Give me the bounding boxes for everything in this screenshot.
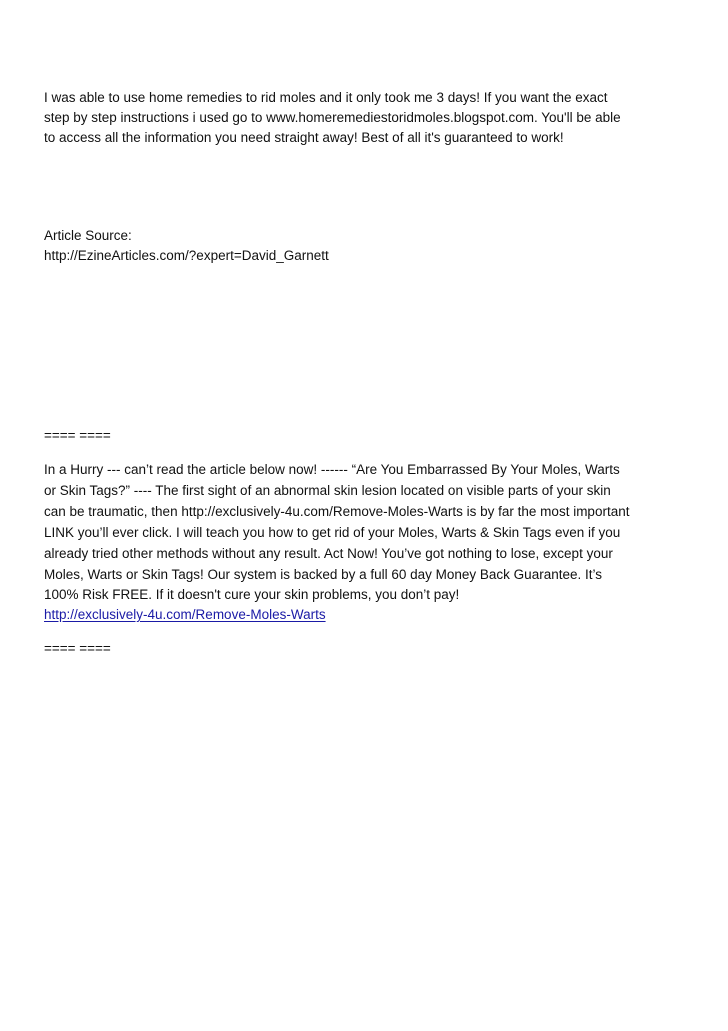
promo-line: 100% Risk FREE. If it doesn't cure your skin problems, you don’t pay! — [44, 587, 460, 602]
intro-line: I was able to use home remedies to rid moles and it only took me 3 days! If you want the exact — [44, 90, 608, 105]
intro-line: to access all the information you need straight away! Best of all it's guaranteed to work! — [44, 130, 564, 145]
promo-line: already tried other methods without any result. Act Now! You’ve got nothing to lose, except your — [44, 546, 613, 561]
divider-top: ==== ==== — [44, 428, 111, 443]
promo-line: Moles, Warts or Skin Tags! Our system is backed by a full 60 day Money Back Guarantee. It’s — [44, 567, 602, 582]
promo-line: can be traumatic, then http://exclusively-4u.com/Remove-Moles-Warts is by far the most important — [44, 504, 630, 519]
promo-line: In a Hurry --- can’t read the article below now! ------ “Are You Embarrassed By Your Moles, Warts — [44, 462, 620, 477]
article-source-label: Article Source: — [44, 228, 132, 243]
promo-line: LINK you’ll ever click. I will teach you how to get rid of your Moles, Warts & Skin Tags even if you — [44, 525, 621, 540]
intro-line: step by step instructions i used go to www.homeremediestoridmoles.blogspot.com. You'll be able — [44, 110, 621, 125]
article-source-url: http://EzineArticles.com/?expert=David_Garnett — [44, 248, 329, 263]
divider-bottom: ==== ==== — [44, 641, 111, 656]
promo-line: or Skin Tags?” ---- The first sight of an abnormal skin lesion located on visible parts of your skin — [44, 483, 611, 498]
remove-moles-warts-link[interactable]: http://exclusively-4u.com/Remove-Moles-Warts — [44, 607, 326, 622]
